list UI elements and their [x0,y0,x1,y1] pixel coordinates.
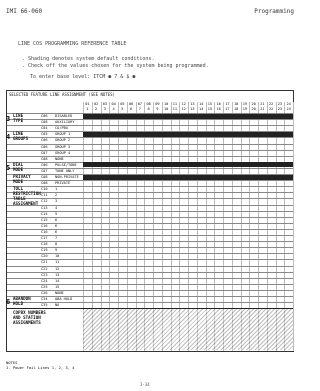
row-label: 8 [55,242,58,247]
row-label: GROUP 1 [55,132,71,137]
default-shading [83,175,293,180]
row-code: C22 [41,266,48,271]
column-subheader: 10 [163,107,169,111]
row-label: 10 [55,254,60,259]
section-label: LINE TYPE [13,113,24,123]
column-subheader: 21 [260,107,265,111]
column-subheader: 9 [156,107,159,111]
row-code: C25 [41,284,48,289]
table-row [7,119,293,120]
column-header: 24 [286,102,291,106]
table-row [7,211,293,212]
notes-item: 1. Power Fail Lines 1, 2, 3, 4 [6,365,75,370]
row-code: C35 [41,303,48,308]
row-code: C08 [41,175,48,179]
column-header: 04 [111,102,116,106]
column-header: 15 [207,102,213,106]
notes-heading: NOTES [6,360,18,365]
row-code: C16 [41,229,48,234]
row-label: 3 [55,199,58,204]
column-header: 23 [277,102,283,106]
column-header: 21 [260,102,265,106]
table-row [7,229,293,230]
table-row [7,137,293,138]
station-assignment-area [83,309,293,350]
column-subheader: 20 [251,107,256,111]
table-row [7,241,293,242]
column-subheader: 14 [198,107,204,111]
column-subheader: 13 [190,107,195,111]
table-row [7,144,293,145]
notes [6,360,75,370]
section-label: LINE GROUPS [13,131,29,142]
section-number: 4 [6,133,11,142]
default-shading [83,132,293,137]
row-code: C08 [41,156,48,161]
row-code: C08 [41,120,48,125]
row-label: 6 [55,217,58,222]
row-code: C21 [41,260,48,265]
row-label: GROUP 2 [55,138,71,143]
row-label: AUXILIARY [55,120,75,125]
row-code: C11 [41,193,48,198]
section-number: 5 [6,163,11,172]
page-title: LINE COS PROGRAMMING REFERENCE TABLE [18,41,127,47]
row-code: C05 [41,132,48,137]
row-code: C34 [41,297,48,301]
row-label: 13 [55,272,60,277]
enter-base-level: To enter base level: ITCM ● 7 & $ ● [30,74,136,80]
row-code: C24 [41,278,48,283]
column-header: 08 [146,102,151,106]
row-label: CO/PBX [55,126,68,131]
row-label: NONE [55,290,64,295]
row-label: NO [55,303,60,308]
row-label: 7 [55,236,58,240]
row-code: C18 [41,242,48,247]
table-row [7,296,293,297]
row-code: C06 [41,114,48,118]
section-label: PRIVACY MODE [13,174,31,184]
column-header: 09 [155,102,160,106]
section-name: Programming [254,8,294,15]
column-subheader: 16 [216,107,221,111]
column-subheader: 19 [242,107,248,111]
grid-line [293,102,294,351]
row-code: C19 [41,248,48,253]
table-row [7,266,293,267]
row-label: 11 [55,260,60,265]
column-header: 01 [85,102,90,106]
row-label: ABA HOLD [55,297,73,301]
column-subheader: 12 [181,107,186,111]
row-label: 12 [55,266,60,271]
table-row [7,217,293,218]
table-row [7,186,293,187]
column-header: 14 [198,102,204,106]
column-subheader: 4 [112,107,115,111]
column-header: 02 [93,102,99,106]
table-row [7,168,293,169]
column-subheader: 11 [172,107,178,111]
column-subheader: 3 [103,107,106,111]
table-row [7,259,293,260]
table-row [7,125,293,126]
column-header: 03 [102,102,108,106]
row-code: C26 [41,290,48,295]
table-row [7,290,293,291]
page-number: 3-34 [140,382,150,387]
default-shading [83,162,293,167]
row-label: 6 [55,229,58,234]
doc-id: IMI 66-060 [6,8,43,15]
table-row [7,198,293,199]
table-row [7,180,293,181]
table-row [7,284,293,285]
column-header: 11 [172,102,178,106]
column-header: 20 [251,102,256,106]
column-header: 17 [225,102,230,106]
row-code: C12 [41,199,48,204]
section-label: TOLL RESTRICTION TABLE ASSIGNMENT [13,186,41,206]
table-row [7,192,293,193]
column-subheader: 5 [121,107,124,111]
row-label: TONE ONLY [55,168,75,173]
footnote-label: COPBX NUMBERS AND STATION ASSIGNMENTS [13,310,46,325]
row-code: C06 [41,162,48,167]
bullet-shading: . Shading denotes system default conditions. [22,56,155,62]
reference-table [6,90,294,352]
row-label: 6 [55,223,58,228]
column-header: 13 [190,102,195,106]
table-row [7,278,293,279]
section-number: 6 [6,298,11,306]
column-subheader: 23 [277,107,283,111]
row-code: C06 [41,144,48,149]
column-subheader: 6 [130,107,133,111]
column-header: 10 [163,102,169,106]
column-subheader: 1 [86,107,89,111]
column-subheader: 18 [233,107,239,111]
column-subheader: 22 [268,107,274,111]
row-label: GROUP 3 [55,144,71,149]
table-row [7,156,293,157]
column-header: 12 [181,102,186,106]
row-code: C06 [41,138,48,143]
column-header: 06 [128,102,134,106]
row-code: C16 [41,223,48,228]
row-code: C15 [41,217,48,222]
column-header: 18 [233,102,239,106]
column-subheader: 24 [286,107,291,111]
table-row [7,247,293,248]
row-code: C13 [41,205,48,210]
section-label: DIAL MODE [13,161,24,172]
row-label: PULSE/TONE [55,162,77,167]
table-row [7,272,293,273]
column-subheader: 2 [95,107,98,111]
row-label: 14 [55,278,60,283]
row-code: C23 [41,272,48,277]
column-subheader: 7 [138,107,141,111]
table-row [7,235,293,236]
row-label: NON-PRIVATE [55,175,79,179]
row-code: C10 [41,187,48,192]
table-row [7,223,293,224]
column-header: 19 [242,102,248,106]
section-label: ABANDON HOLD [13,296,31,306]
row-label: 15 [55,284,60,289]
row-label: NONE [55,156,64,161]
row-label: 9 [55,248,58,253]
row-code: C07 [41,150,48,155]
bullet-check: . Check off the values chosen for the system being programmed. [22,63,209,69]
table-title: SELECTED FEATURE LINE ASSIGNMENT (SEE NOTES) [9,92,115,97]
table-row [7,253,293,254]
column-subheader: 17 [225,107,230,111]
row-code: C20 [41,254,48,259]
section-number: 3 [6,115,11,123]
row-code: C17 [41,236,48,240]
row-label: PRIVATE [55,181,71,186]
row-label: DISABLED [55,114,73,118]
row-code: C14 [41,211,48,216]
column-header: 07 [137,102,143,106]
table-row [7,150,293,151]
row-label: 4 [55,205,58,210]
row-code: C07 [41,168,48,173]
default-shading [83,114,293,119]
table-row [7,205,293,206]
table-row [7,302,293,303]
column-subheader: 15 [207,107,213,111]
column-header: 05 [120,102,125,106]
row-label: GROUP 4 [55,150,71,155]
row-label: 1 [55,187,58,192]
row-label: 5 [55,211,58,216]
row-code: C08 [41,181,48,186]
row-label: 2 [55,193,58,198]
row-code: C04 [41,126,48,131]
column-header: 22 [268,102,274,106]
column-header: 16 [216,102,221,106]
column-subheader: 8 [147,107,150,111]
